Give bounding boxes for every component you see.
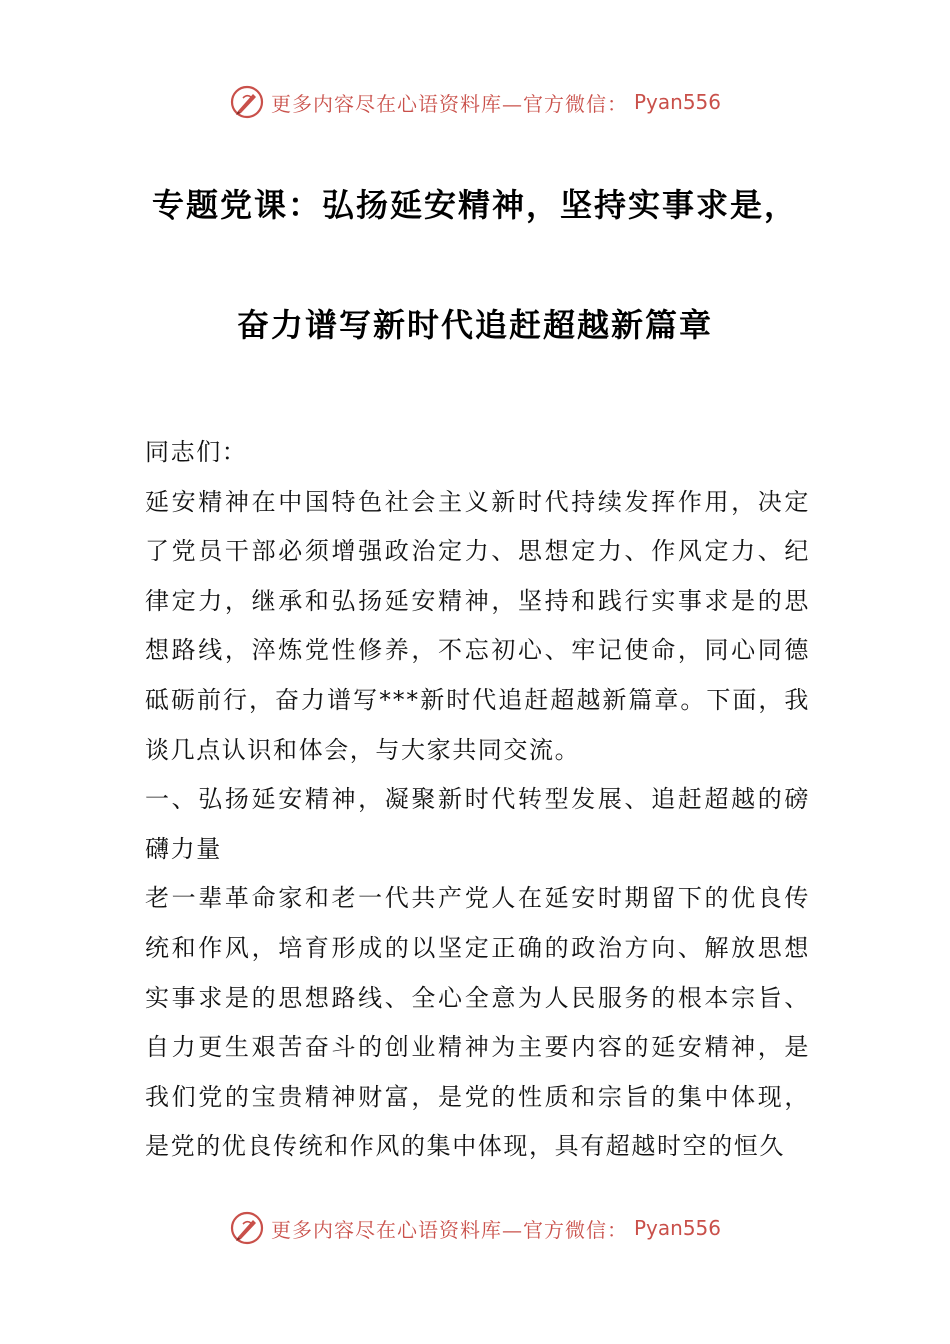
watermark-text: 更多内容尽在心语资料库—官方微信： (270, 91, 628, 116)
watermark-wechat-id: Pyan556 (633, 90, 721, 114)
watermark-wechat-id: Pyan556 (633, 1216, 721, 1240)
document-title-line1: 专题党课：弘扬延安精神，坚持实事求是， (151, 186, 798, 224)
salutation: 同志们： (145, 438, 248, 466)
document-title-line2: 奋力谱写新时代追赶超越新篇章 (236, 306, 713, 344)
paragraph: 老一辈革命家和老一代共产党人在延安时期留下的优良传统和作风，培育形成的以坚定正确的政治方向、解放思想实事求是的思想路线、全心全意为人民服务的根本宗旨、自力更生艰苦奋斗的创业精神为主要内容的延安精神，是我们党的宝贵精神财富，是党的性质和宗旨的集中体现，是党的优良传统和作风的集中体现，具有超越时空的恒久 (145, 884, 810, 1161)
paragraph: 延安精神在中国特色社会主义新时代持续发挥作用，决定了党员干部必须增强政治定力、思想定力、作风定力、纪律定力，继承和弘扬延安精神，坚持和践行实事求是的思想路线，淬炼党性修养，不忘初心、牢记使命，同心同德砥砺前行，奋力谱写***新时代追赶超越新篇章。下面，我谈几点认识和体会，与大家共同交流。 (145, 487, 810, 764)
document-body (145, 428, 810, 1172)
pen-logo-icon (229, 84, 265, 120)
watermark-banner-bottom (0, 1208, 950, 1248)
section-heading: 一、弘扬延安精神，凝聚新时代转型发展、追赶超越的磅礴力量 (145, 785, 810, 863)
watermark-text: 更多内容尽在心语资料库—官方微信： (270, 1217, 628, 1242)
watermark-banner-top (0, 82, 950, 122)
pen-logo-icon (229, 1210, 265, 1246)
